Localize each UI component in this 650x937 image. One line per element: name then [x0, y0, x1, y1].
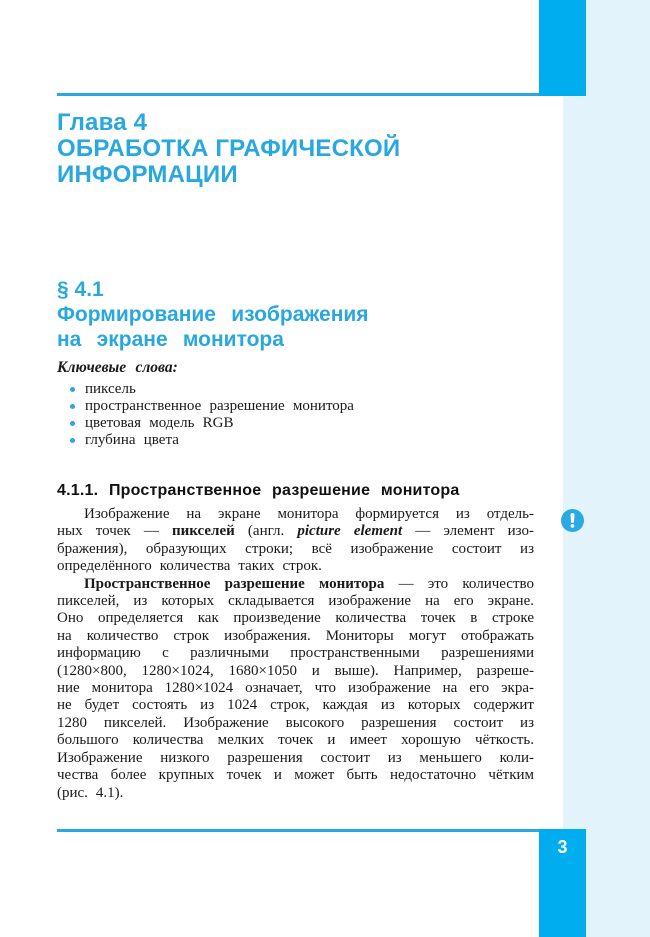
body-line [57, 523, 534, 540]
body-line: пикселей, из которых складывается изображение на его экране. [57, 593, 534, 610]
right-margin-column [563, 0, 650, 937]
body-line: информацию с различными пространственными разрешениями [57, 645, 534, 662]
body-text-run: — элемент изо- [402, 523, 534, 540]
body-line: чества более крупных точек и может быть недостаточно чётким [57, 767, 534, 784]
body-line: (рис. 4.1). [57, 784, 124, 801]
body-text-run: (англ. [234, 523, 298, 540]
page-number-block [539, 829, 586, 937]
subsection-heading: 4.1.1. Пространственное разрешение монитора [57, 482, 460, 499]
body-line: Изображение низкого разрешения состоит из меньшего коли- [57, 749, 534, 766]
keywords-label: Ключевые слова: [57, 359, 178, 376]
section-title-line1: Формирование изображения [57, 303, 369, 326]
top-rule [57, 93, 586, 96]
section-header [57, 277, 537, 352]
body-line: бражения), образующих строки; всё изображение состоит из [57, 540, 534, 557]
body-line: Изображение на экране монитора формируется из отдель- [84, 506, 534, 522]
body-line: Оно определяется как произведение количества точек в строке [57, 610, 534, 627]
body-line: (1280×800, 1280×1024, 1680×1050 и выше). Например, разреше- [57, 662, 534, 679]
chapter-header [57, 110, 537, 188]
body-text-run: ных точек — [57, 523, 172, 540]
keyword-item [57, 432, 354, 449]
keywords-list [57, 381, 354, 449]
section-number: § 4.1 [57, 278, 104, 301]
page-number: 3 [557, 837, 568, 857]
bullet-icon [70, 404, 75, 409]
body-line: большого количества мелких точек и имеет хорошую чёткость. [57, 732, 534, 749]
chapter-title-line2: ИНФОРМАЦИИ [57, 161, 238, 188]
body-line: на количество строк изображения. Мониторы могут отображать [57, 627, 534, 644]
bullet-icon [70, 387, 75, 392]
body-text-run: — это количество [384, 575, 535, 592]
top-corner-block [539, 0, 586, 96]
term-pixel: пикселей [172, 523, 235, 540]
term-spatial-resolution: Пространственное разрешение монитора [84, 575, 385, 592]
chapter-label: Глава 4 [57, 109, 148, 136]
bottom-rule [57, 829, 586, 832]
body-line: ние монитора 1280×1024 означает, что изображение на его экра- [57, 680, 534, 697]
body-line: 1280 пикселей. Изображение высокого разрешения состоит из [57, 714, 534, 731]
keyword-item [57, 398, 354, 415]
keyword-item [57, 415, 354, 432]
bullet-icon [70, 438, 75, 443]
exclamation-icon [561, 509, 584, 532]
keyword-text: пространственное разрешение монитора [85, 398, 354, 414]
bullet-icon [70, 421, 75, 426]
body-line [57, 576, 534, 593]
section-title-line2: на экране монитора [57, 328, 284, 351]
keyword-item [57, 381, 354, 398]
body-line: не будет состоять из 1024 строк, каждая из которых содержит [57, 697, 534, 714]
chapter-title-line1: ОБРАБОТКА ГРАФИЧЕСКОЙ [57, 135, 401, 162]
body-text [57, 506, 534, 802]
keyword-text: цветовая модель RGB [85, 415, 234, 431]
term-picture-element: picture element [297, 523, 403, 540]
keyword-text: пиксель [85, 381, 136, 397]
body-line: определённого количества таких строк. [57, 558, 322, 575]
keyword-text: глубина цвета [85, 432, 179, 448]
